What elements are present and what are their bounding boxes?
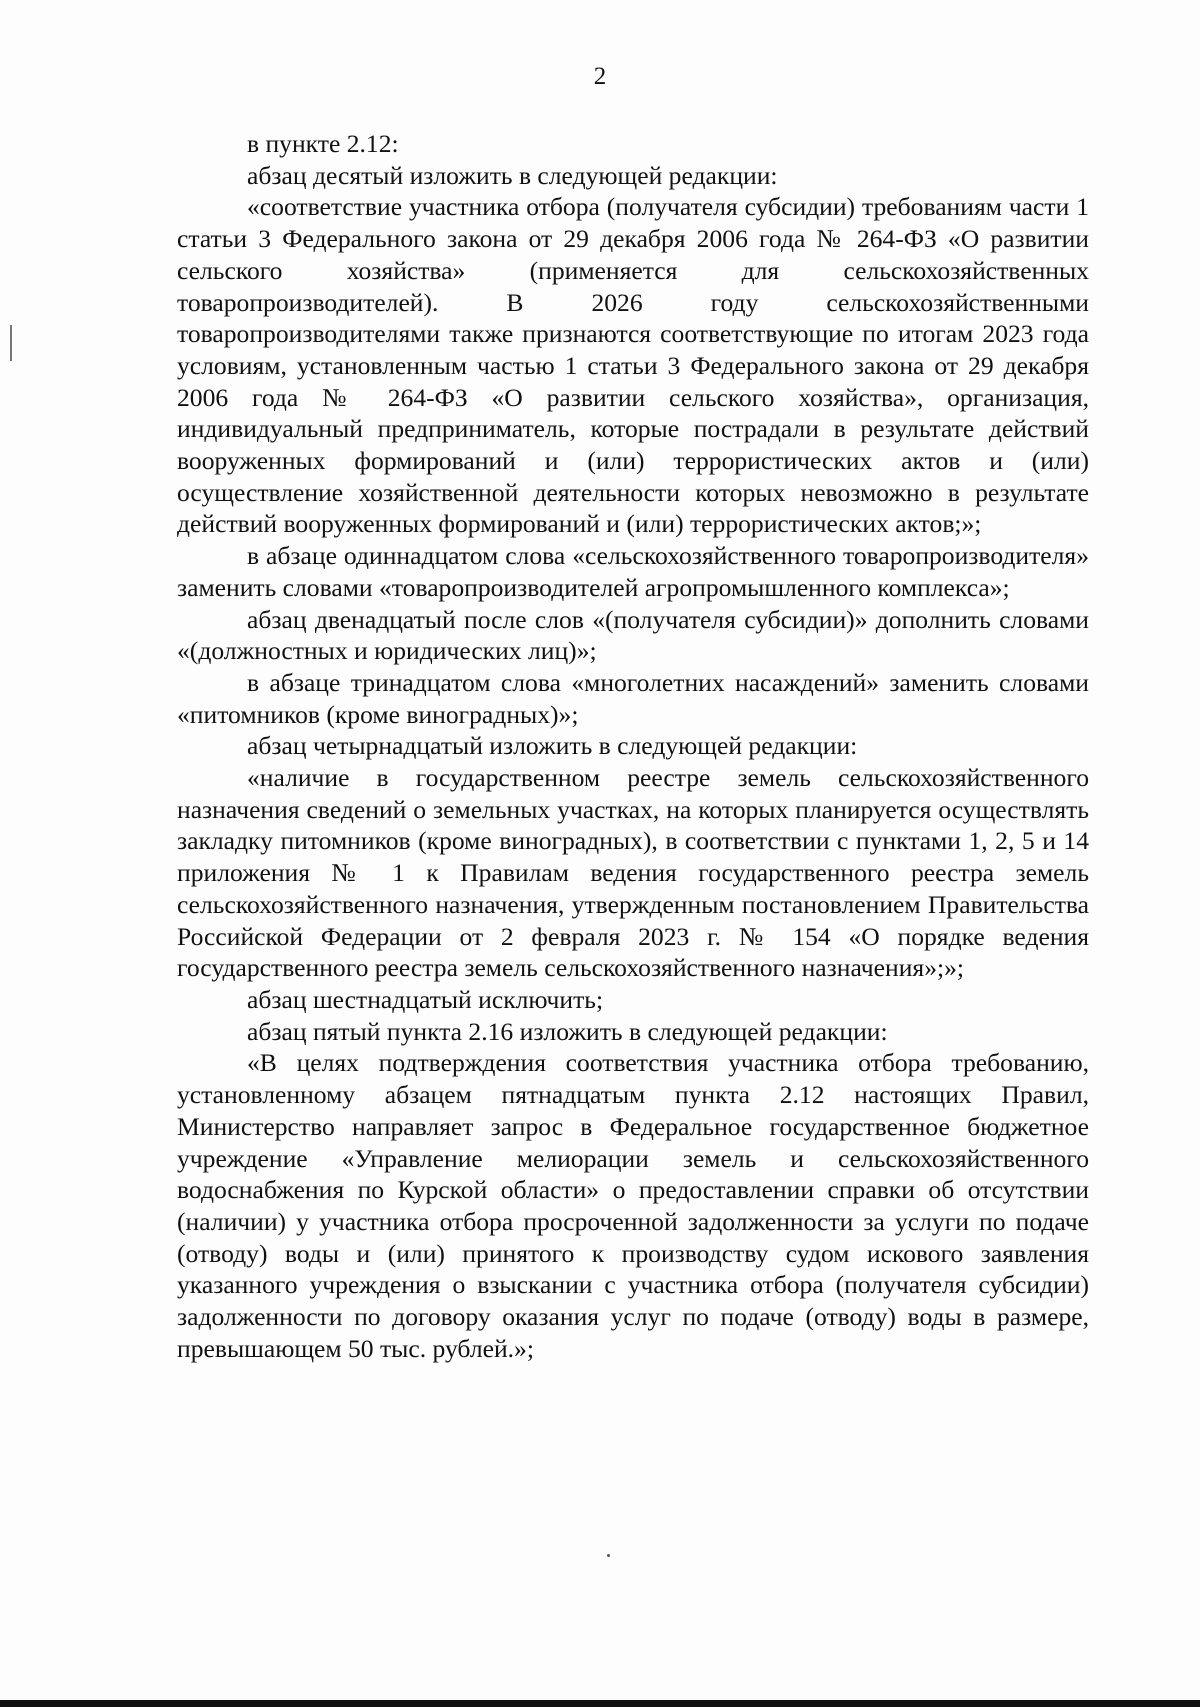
paragraph-sixteenth: абзац шестнадцатый исключить; xyxy=(247,984,604,1014)
paragraph-clause-2-12: в пункте 2.12: xyxy=(247,129,399,158)
paragraph-eleventh: в абзаце одиннадцатом слова «сельскохозяйственного товаропроизводителя» заменить словами «товаропроизводителей агропромышленного комплекса»; xyxy=(177,541,1089,602)
scan-bottom-edge xyxy=(0,1700,1200,1707)
document-body xyxy=(177,128,1089,1364)
scan-edge-mark xyxy=(10,347,12,361)
paragraph-twelfth: абзац двенадцатый после слов «(получателя субсидии)» дополнить словами «(должностных и юридических лиц)»; xyxy=(177,604,1089,666)
paragraph-fourteenth-intro: абзац четырнадцатый изложить в следующей редакции: xyxy=(247,731,858,761)
paragraph-fourteenth-text: «наличие в государственном реестре земель сельскохозяйственного назначения сведений о земельных участках, на которых планируется осуществлять закладку питомников (кроме виноградных), в соответствии с пунктами 1, 2, 5 и 14 приложения № 1 к Правилам ведения государственного реестра земель сельскохозяйственного назначения, утвержденным постановлением Правительства Российской Федерации от 2 февраля 2023 г. № 154 «О порядке ведения государственного реестра земель сельскохозяйственного назначения»;»; xyxy=(177,763,1089,983)
scan-artifact-dot xyxy=(607,1554,610,1557)
page-number: 2 xyxy=(593,63,607,90)
paragraph-thirteenth: в абзаце тринадцатом слова «многолетних насаждений» заменить словами «питомников (кроме виноградных)»; xyxy=(177,667,1089,729)
scan-edge-mark xyxy=(10,325,12,347)
paragraph-tenth-text: «соответствие участника отбора (получателя субсидии) требованиям части 1 статьи 3 Федерального закона от 29 декабря 2006 года № 264-ФЗ «О развитии сельского хозяйства» (применяется для сельскохозяйственных товаропроизводителей). В 2026 году сельскохозяйственными товаропроизводителями также признаются соответствующие по итогам 2023 года условиям, установленным частью 1 статьи 3 Федерального закона от 29 декабря 2006 года № 264-ФЗ «О развитии сельского хозяйства», организация, индивидуальный предприниматель, которые пострадали в результате действий вооруженных формирований и (или) террористических актов и (или) осуществление хозяйственной деятельности которых невозможно в результате действий вооруженных формирований и (или) террористических актов;»; xyxy=(177,192,1089,539)
paragraph-clause-2-16-text: «В целях подтверждения соответствия участника отбора требованию, установленному абзацем пятнадцатым пункта 2.12 настоящих Правил, Министерство направляет запрос в Федеральное государственное бюджетное учреждение «Управление мелиорации земель и сельскохозяйственного водоснабжения по Курской области» о предоставлении справки об отсутствии (наличии) у участника отбора просроченной задолженности за услуги по подаче (отводу) воды и (или) принятого к производству судом искового заявления указанного учреждения о взыскании с участника отбора (получателя субсидии) задолженности по договору оказания услуг по подаче (отводу) воды в размере, превышающем 50 тыс. рублей.»; xyxy=(177,1048,1089,1363)
paragraph-clause-2-16-intro: абзац пятый пункта 2.16 изложить в следующей редакции: xyxy=(247,1016,888,1046)
paragraph-tenth-intro: абзац десятый изложить в следующей редакции: xyxy=(247,160,778,190)
